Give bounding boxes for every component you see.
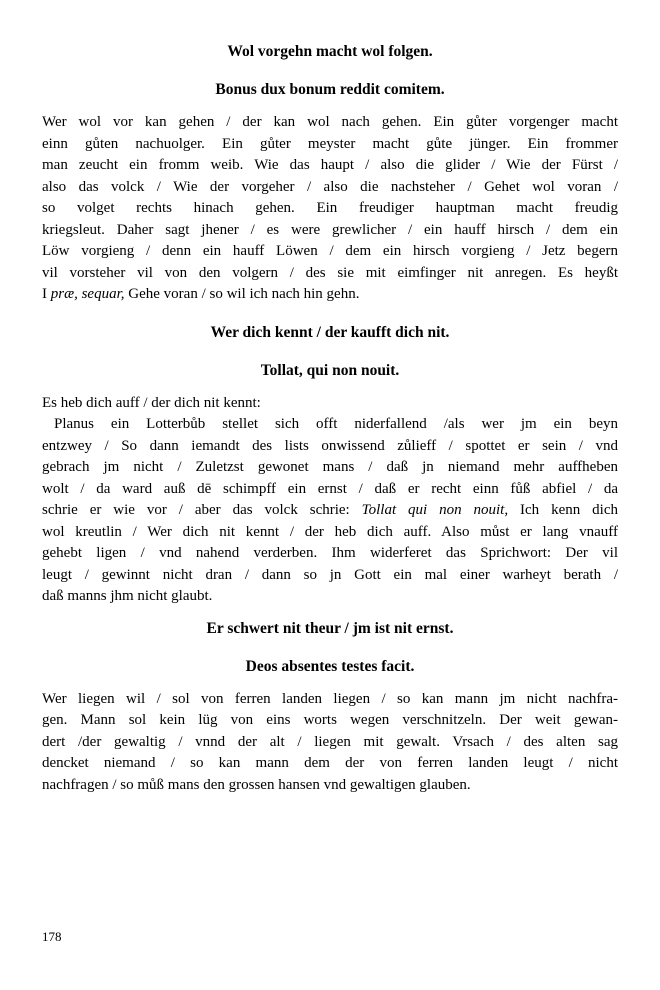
text-segment: Wer liegen wil / sol von ferren landen liegen / so kan mann jm nicht nachfra- [42,690,618,707]
text-segment: Ich kenn dich [508,502,618,518]
latin-proverb-heading: Deos absentes testes facit. [245,657,415,675]
paragraph [42,393,618,415]
text-segment: einn gůten nachuolger. Ein gůter meyster macht gůte jünger. Ein frommer [42,135,618,152]
paragraph [42,414,618,608]
text-line [42,112,618,134]
text-line [42,177,618,199]
text-segment: also das volck / Wie der vorgeher / also die nachsteher / Gehet wol voran / [42,178,618,195]
latin-phrase: præ, sequar, [50,286,125,302]
text-line [42,710,618,732]
text-line [42,522,618,544]
text-line [42,775,618,797]
text-segment: Löw vorgieng / denn ein hauff Löwen / dem ein hirsch vorgieng / Jetz begern [42,243,618,259]
text-segment: gehebt ligen / vnd nahend verderben. Ihm widerferet das Sprichwort: Der vil [42,545,618,561]
text-segment: entzwey / So dann iemandt des lists onwissend zůlieff / spottet er sein / vnd [42,437,618,454]
text-line [42,198,618,220]
text-segment: wolt / da ward auß dē schimpff ein ernst / daß er recht einn fůß abfiel / da [42,480,618,497]
text-segment: kriegsleut. Daher sagt jhener / es were grewlicher / ein hauff hirsch / dem ein [42,221,618,238]
text-segment: dert /der gewaltig / vnnd der alt / liegen mit gewalt. Vrsach / des alten sag [42,733,618,750]
text-segment: schrie er wie vor / aber das volck schrie: [42,502,362,518]
text-line [42,414,618,436]
german-proverb-heading: Wer dich kennt / der kaufft dich nit. [210,323,450,341]
text-line [42,689,618,711]
text-segment: Wer wol vor kan gehen / der kan wol nach gehen. Ein gůter vorgenger macht [42,114,618,130]
text-segment: dencket niemand / so kan mann dem der von ferren landen leugt / nicht [42,755,618,771]
section-paragraphs [42,393,618,608]
text-segment: daß manns jhm nicht glaubt. [42,588,213,604]
text-block [42,0,618,796]
text-line [42,284,618,306]
latin-phrase: Tollat qui non nouit, [361,502,509,518]
text-line [42,263,618,285]
text-line [42,479,618,501]
text-line [42,220,618,242]
text-segment: Es heb dich auff / der dich nit kennt: [42,394,261,411]
proverb-section-2 [42,324,618,608]
text-segment: so volget rechts hinach gehen. Ein freudiger hauptman macht freudig [42,200,618,216]
text-segment: Gehe voran / so wil ich nach hin gehn. [124,286,360,302]
german-proverb-heading: Wol vorgehn macht wol folgen. [227,43,433,60]
text-line [42,436,618,458]
proverb-section-1 [42,43,618,306]
text-segment: wol kreutlin / Wer dich nit kennt / der heb dich auff. Also můst er lang vnauff [42,523,618,540]
text-segment: man zeucht ein fromm weib. Wie das haupt / also die glider / Wie der Fürst / [42,157,618,173]
paragraph [42,689,618,797]
text-line [42,500,618,522]
text-line [42,565,618,587]
paragraph [42,112,618,306]
section-paragraphs [42,689,618,797]
text-segment: leugt / gewinnt nicht dran / dann so jn Gott ein mal einer warheyt berath / [42,566,618,583]
text-line [42,732,618,754]
text-line [42,155,618,177]
text-line [42,586,618,608]
german-proverb-heading: Er schwert nit theur / jm ist nit ernst. [206,619,454,637]
section-paragraphs [42,112,618,306]
latin-proverb-heading: Bonus dux bonum reddit comitem. [215,81,445,98]
proverb-section-3 [42,620,618,797]
text-segment: vil vorsteher vil von den volgern / des sie mit eimfinger nit anregen. Es heyßt [42,264,618,281]
page-number: 178 [42,929,62,944]
text-segment: Planus ein Lotterbůb stellet sich offt niderfallend /als wer jm ein beyn [54,416,618,432]
latin-proverb-heading: Tollat, qui non nouit. [260,361,400,379]
text-line [42,543,618,565]
text-line [42,393,618,415]
text-line [42,753,618,775]
text-segment: I [42,286,51,302]
text-segment: nachfragen / so můß mans den grossen hansen vnd gewaltigen glauben. [42,776,471,793]
text-segment: gebrach jm nicht / Zuletzst gewonet mans / daß jn niemand mehr auffheben [42,459,618,475]
text-line [42,241,618,263]
text-line [42,134,618,156]
text-line [42,457,618,479]
text-segment: gen. Mann sol kein lüg von eins worts wegen verschnitzeln. Der weit gewan- [42,712,618,728]
